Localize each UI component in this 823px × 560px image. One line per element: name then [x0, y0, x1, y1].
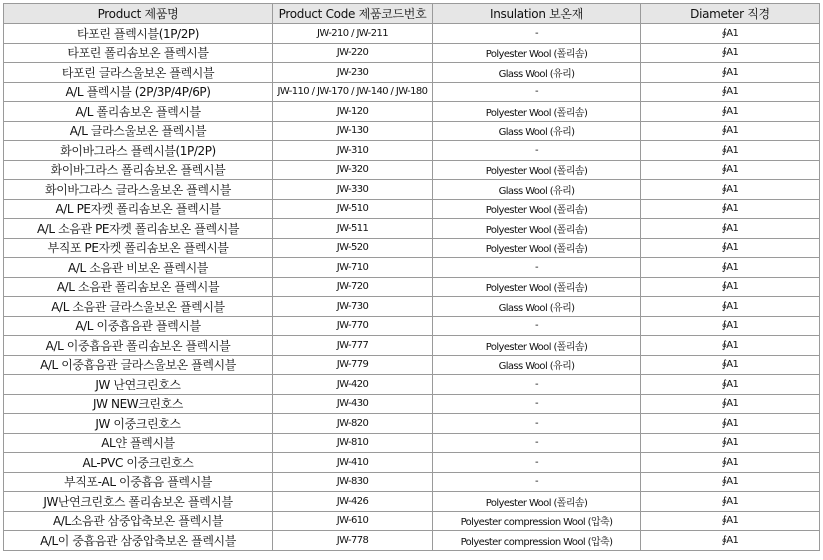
table-row — [4, 199, 820, 219]
product-name-cell: A/L PE자켓 폴리솜보온 플렉시블 — [4, 199, 273, 219]
diameter-cell: ∮A1 — [641, 102, 820, 122]
diameter-cell: ∮A1 — [641, 258, 820, 278]
insulation-cell: Polyester Wool (폴리솜) — [433, 492, 641, 512]
table-row — [4, 24, 820, 44]
diameter-cell: ∮A1 — [641, 219, 820, 239]
diameter-cell: ∮A1 — [641, 472, 820, 492]
product-code-cell: JW-520 — [273, 238, 433, 258]
product-code-cell: JW-430 — [273, 394, 433, 414]
product-code-cell: JW-120 — [273, 102, 433, 122]
product-name-cell: A/L 소음관 PE자켓 폴리솜보온 플렉시블 — [4, 219, 273, 239]
table-row — [4, 297, 820, 317]
insulation-cell: Polyester Wool (폴리솜) — [433, 102, 641, 122]
table-row — [4, 141, 820, 161]
insulation-cell: - — [433, 414, 641, 434]
diameter-cell: ∮A1 — [641, 375, 820, 395]
table-row — [4, 531, 820, 551]
product-code-cell: JW-510 — [273, 199, 433, 219]
product-name-cell: 타포린 플렉시블(1P/2P) — [4, 24, 273, 44]
product-code-cell: JW-511 — [273, 219, 433, 239]
product-table — [3, 3, 820, 551]
product-code-cell: JW-420 — [273, 375, 433, 395]
product-code-cell: JW-770 — [273, 316, 433, 336]
table-row — [4, 258, 820, 278]
diameter-cell: ∮A1 — [641, 531, 820, 551]
product-name-cell: 화이바그라스 폴리솜보온 플렉시블 — [4, 160, 273, 180]
product-name-cell: 타포린 폴리솜보온 플렉시블 — [4, 43, 273, 63]
insulation-cell: Polyester Wool (폴리솜) — [433, 160, 641, 180]
table-row — [4, 43, 820, 63]
table-row — [4, 433, 820, 453]
product-name-cell: A/L 소음관 비보온 플렉시블 — [4, 258, 273, 278]
diameter-cell: ∮A1 — [641, 141, 820, 161]
insulation-cell: Glass Wool (유리) — [433, 297, 641, 317]
diameter-cell: ∮A1 — [641, 82, 820, 102]
product-name-cell: 화이바그라스 글라스울보온 플렉시블 — [4, 180, 273, 200]
table-row — [4, 375, 820, 395]
insulation-cell: Polyester Wool (폴리솜) — [433, 43, 641, 63]
table-row — [4, 82, 820, 102]
diameter-cell: ∮A1 — [641, 43, 820, 63]
product-code-cell: JW-310 — [273, 141, 433, 161]
product-name-cell: JW난연크린호스 폴리솜보온 플렉시블 — [4, 492, 273, 512]
product-code-cell: JW-210 / JW-211 — [273, 24, 433, 44]
product-code-cell: JW-810 — [273, 433, 433, 453]
header-product-code: Product Code 제품코드번호 — [273, 4, 433, 24]
product-name-cell: JW NEW크린호스 — [4, 394, 273, 414]
table-row — [4, 277, 820, 297]
product-name-cell: A/L 글라스울보온 플렉시블 — [4, 121, 273, 141]
product-code-cell: JW-779 — [273, 355, 433, 375]
product-name-cell: A/L 이중흡음관 플렉시블 — [4, 316, 273, 336]
table-body — [4, 24, 820, 551]
product-name-cell: A/L 이중흡음관 글라스울보온 플렉시블 — [4, 355, 273, 375]
table-row — [4, 492, 820, 512]
product-name-cell: 부직포-AL 이중흡음 플렉시블 — [4, 472, 273, 492]
diameter-cell: ∮A1 — [641, 355, 820, 375]
table-row — [4, 316, 820, 336]
insulation-cell: Polyester Wool (폴리솜) — [433, 219, 641, 239]
table-header-row — [4, 4, 820, 24]
insulation-cell: - — [433, 394, 641, 414]
product-name-cell: A/L 소음관 글라스울보온 플렉시블 — [4, 297, 273, 317]
product-name-cell: 타포린 글라스울보온 플렉시블 — [4, 63, 273, 83]
diameter-cell: ∮A1 — [641, 394, 820, 414]
product-code-cell: JW-730 — [273, 297, 433, 317]
product-code-cell: JW-110 / JW-170 / JW-140 / JW-180 — [273, 82, 433, 102]
diameter-cell: ∮A1 — [641, 63, 820, 83]
header-product-name: Product 제품명 — [4, 4, 273, 24]
insulation-cell: - — [433, 453, 641, 473]
product-code-cell: JW-710 — [273, 258, 433, 278]
table-row — [4, 414, 820, 434]
insulation-cell: - — [433, 141, 641, 161]
product-code-cell: JW-220 — [273, 43, 433, 63]
product-code-cell: JW-330 — [273, 180, 433, 200]
product-code-cell: JW-130 — [273, 121, 433, 141]
table-row — [4, 394, 820, 414]
product-name-cell: AL-PVC 이중크린호스 — [4, 453, 273, 473]
diameter-cell: ∮A1 — [641, 414, 820, 434]
table-row — [4, 511, 820, 531]
product-name-cell: A/L 폴리솜보온 플렉시블 — [4, 102, 273, 122]
table-row — [4, 336, 820, 356]
product-code-cell: JW-426 — [273, 492, 433, 512]
product-code-cell: JW-820 — [273, 414, 433, 434]
table-row — [4, 180, 820, 200]
insulation-cell: Glass Wool (유리) — [433, 355, 641, 375]
insulation-cell: - — [433, 375, 641, 395]
product-code-cell: JW-720 — [273, 277, 433, 297]
product-code-cell: JW-778 — [273, 531, 433, 551]
table-row — [4, 238, 820, 258]
product-name-cell: A/L소음관 삼중압축보온 플렉시블 — [4, 511, 273, 531]
insulation-cell: Polyester Wool (폴리솜) — [433, 277, 641, 297]
product-code-cell: JW-777 — [273, 336, 433, 356]
table-row — [4, 472, 820, 492]
table-row — [4, 219, 820, 239]
product-name-cell: JW 난연크린호스 — [4, 375, 273, 395]
insulation-cell: - — [433, 82, 641, 102]
insulation-cell: Polyester compression Wool (압축) — [433, 531, 641, 551]
insulation-cell: Polyester compression Wool (압축) — [433, 511, 641, 531]
product-table-container — [3, 3, 819, 551]
diameter-cell: ∮A1 — [641, 160, 820, 180]
insulation-cell: Polyester Wool (폴리솜) — [433, 199, 641, 219]
insulation-cell: Glass Wool (유리) — [433, 180, 641, 200]
insulation-cell: - — [433, 24, 641, 44]
diameter-cell: ∮A1 — [641, 238, 820, 258]
diameter-cell: ∮A1 — [641, 121, 820, 141]
product-code-cell: JW-410 — [273, 453, 433, 473]
insulation-cell: Polyester Wool (폴리솜) — [433, 238, 641, 258]
table-row — [4, 160, 820, 180]
table-row — [4, 355, 820, 375]
product-name-cell: A/L 소음관 폴리솜보온 플렉시블 — [4, 277, 273, 297]
table-row — [4, 453, 820, 473]
diameter-cell: ∮A1 — [641, 336, 820, 356]
insulation-cell: - — [433, 258, 641, 278]
header-diameter: Diameter 직경 — [641, 4, 820, 24]
product-code-cell: JW-320 — [273, 160, 433, 180]
diameter-cell: ∮A1 — [641, 492, 820, 512]
product-name-cell: 화이바그라스 플렉시블(1P/2P) — [4, 141, 273, 161]
diameter-cell: ∮A1 — [641, 24, 820, 44]
diameter-cell: ∮A1 — [641, 199, 820, 219]
product-name-cell: A/L이 중흡음관 삼중압축보온 플렉시블 — [4, 531, 273, 551]
insulation-cell: Glass Wool (유리) — [433, 121, 641, 141]
diameter-cell: ∮A1 — [641, 511, 820, 531]
product-code-cell: JW-230 — [273, 63, 433, 83]
table-row — [4, 102, 820, 122]
product-name-cell: 부직포 PE자켓 폴리솜보온 플렉시블 — [4, 238, 273, 258]
product-name-cell: A/L 이중흡음관 폴리솜보온 플렉시블 — [4, 336, 273, 356]
diameter-cell: ∮A1 — [641, 180, 820, 200]
product-name-cell: JW 이중크린호스 — [4, 414, 273, 434]
product-code-cell: JW-610 — [273, 511, 433, 531]
diameter-cell: ∮A1 — [641, 297, 820, 317]
insulation-cell: - — [433, 316, 641, 336]
diameter-cell: ∮A1 — [641, 316, 820, 336]
product-name-cell: A/L 플렉시블 (2P/3P/4P/6P) — [4, 82, 273, 102]
diameter-cell: ∮A1 — [641, 433, 820, 453]
product-code-cell: JW-830 — [273, 472, 433, 492]
insulation-cell: Polyester Wool (폴리솜) — [433, 336, 641, 356]
table-row — [4, 121, 820, 141]
table-row — [4, 63, 820, 83]
product-name-cell: AL얀 플렉시블 — [4, 433, 273, 453]
diameter-cell: ∮A1 — [641, 277, 820, 297]
insulation-cell: - — [433, 433, 641, 453]
header-insulation: Insulation 보온재 — [433, 4, 641, 24]
diameter-cell: ∮A1 — [641, 453, 820, 473]
insulation-cell: - — [433, 472, 641, 492]
insulation-cell: Glass Wool (유리) — [433, 63, 641, 83]
